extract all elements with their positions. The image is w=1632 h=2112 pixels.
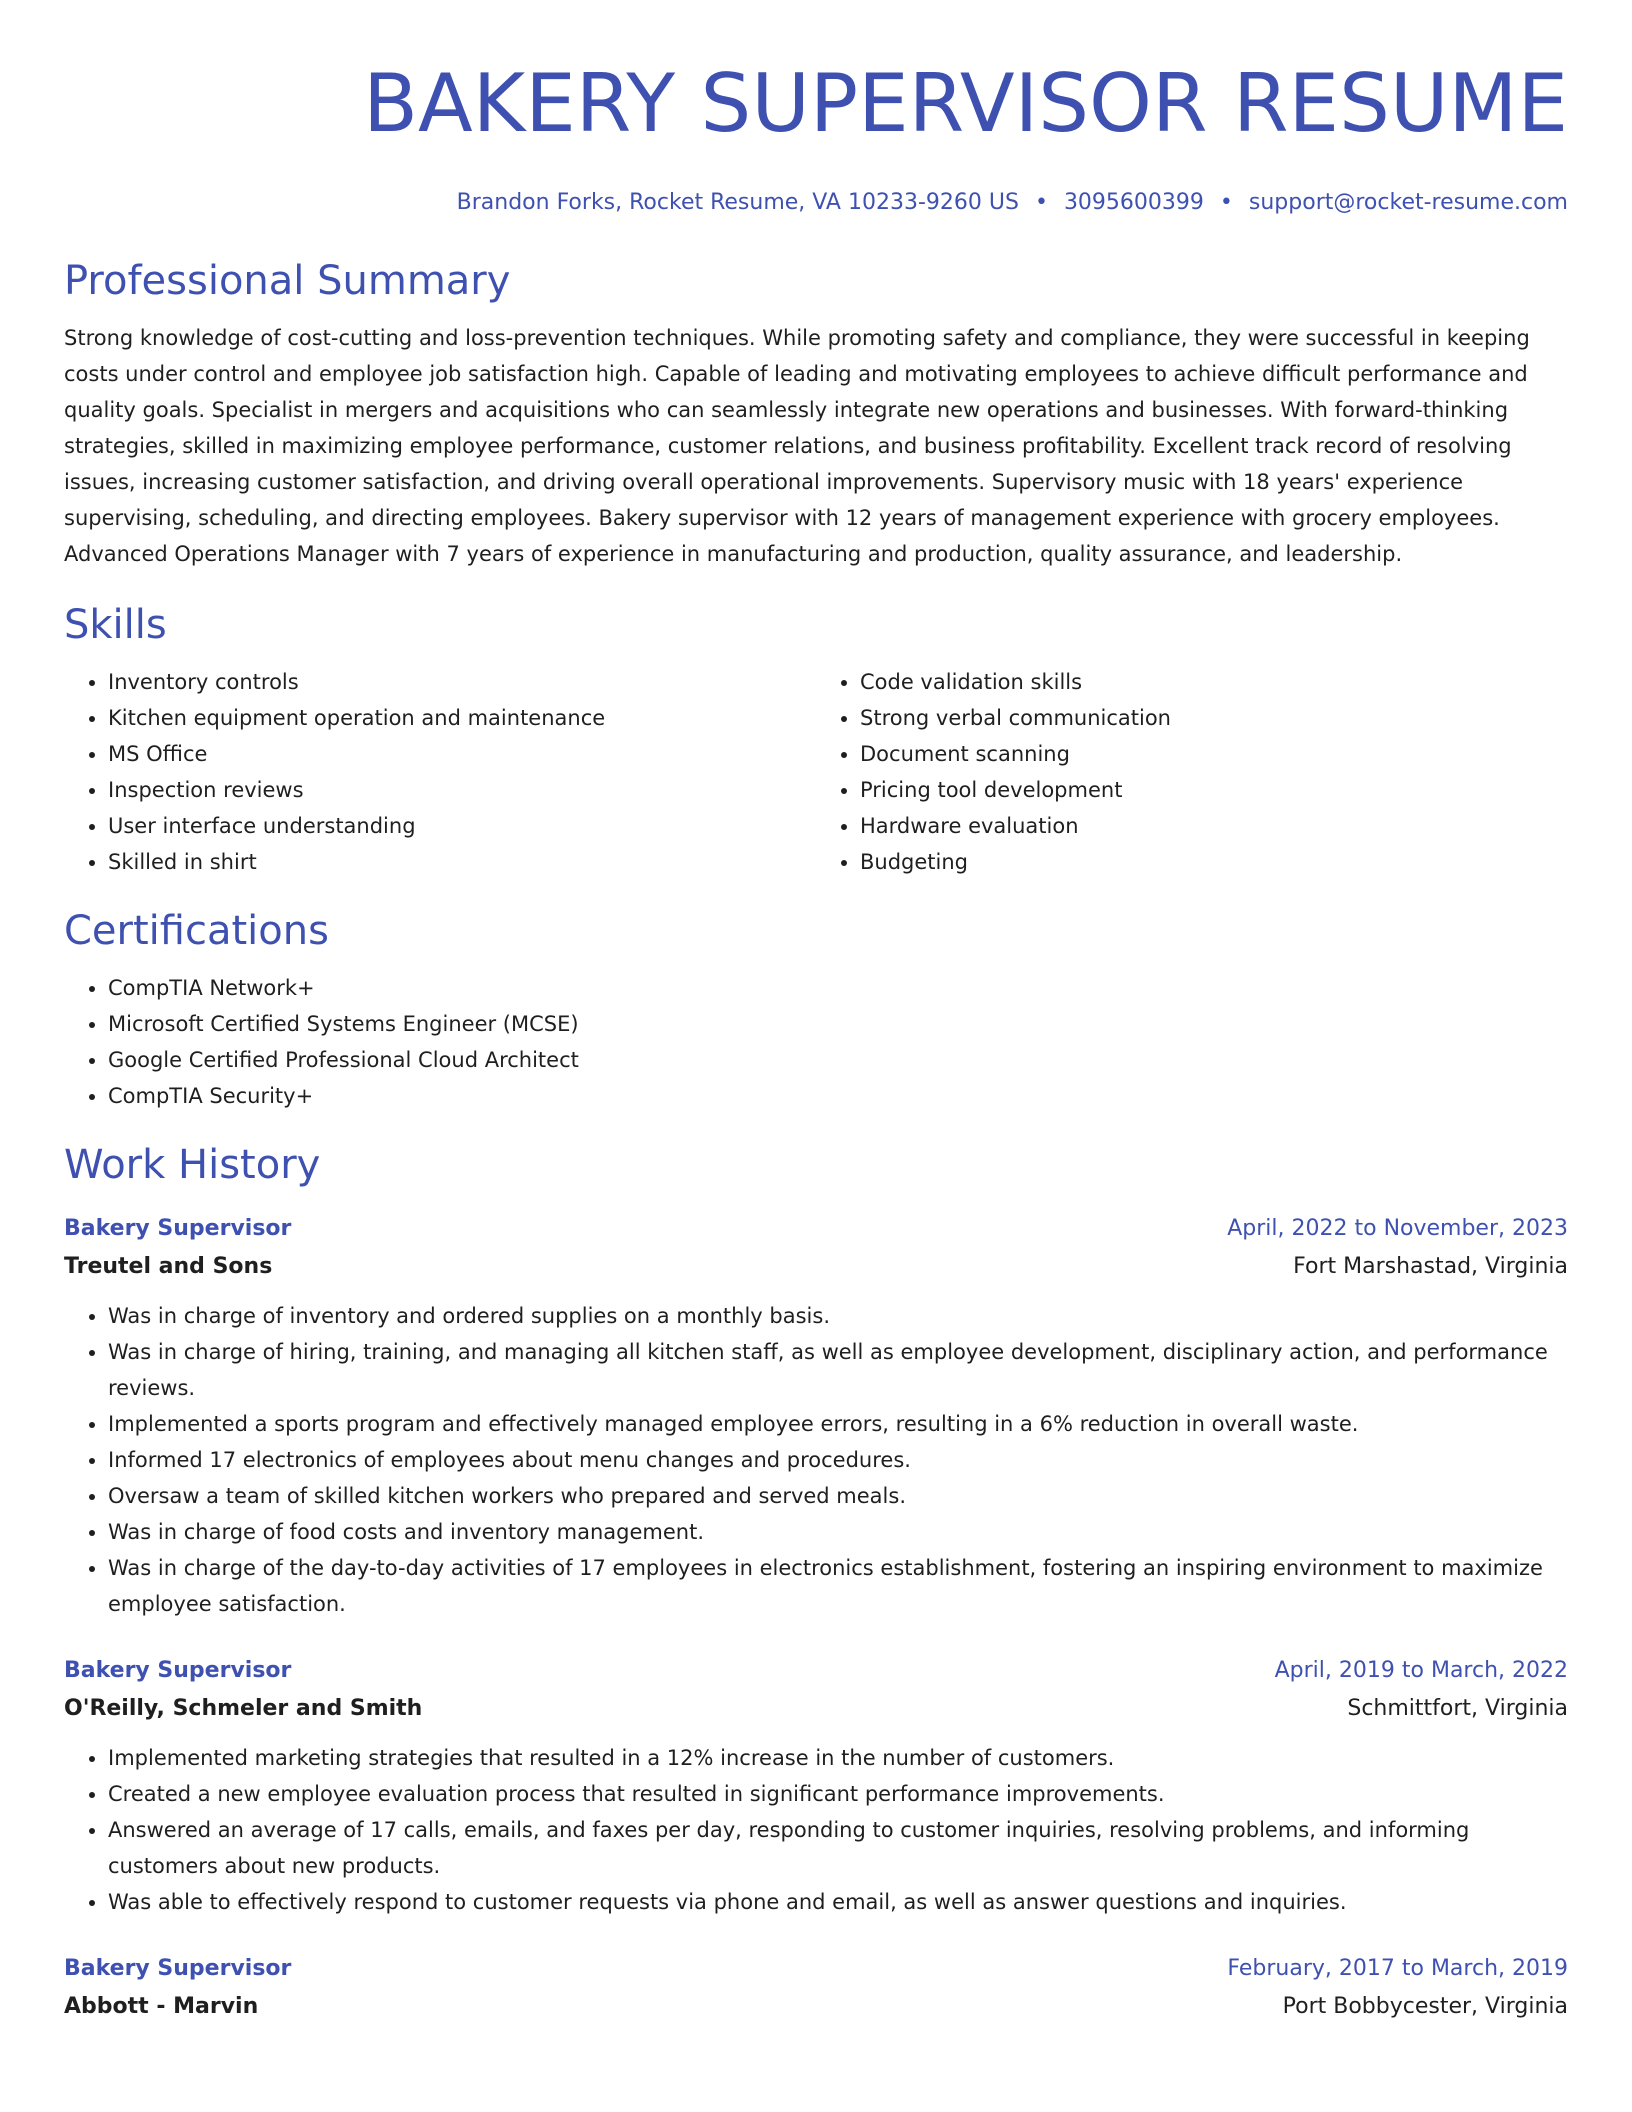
job-company: Treutel and Sons xyxy=(64,1254,273,1279)
job-header-row xyxy=(64,1210,1568,1248)
job-entry xyxy=(64,1210,1568,1622)
work-history-heading: Work History xyxy=(64,1142,321,1188)
job-bullet: • Answered an average of 17 calls, emails, and faxes per day, responding to customer inquiries, resolving problems, and informing customers about new products. xyxy=(108,1812,1568,1884)
job-location: Fort Marshastad, Virginia xyxy=(1293,1254,1568,1279)
certification-item: • CompTIA Network+ xyxy=(108,970,1568,1006)
skill-item: • User interface understanding xyxy=(108,808,816,844)
job-company: O'Reilly, Schmeler and Smith xyxy=(64,1696,423,1721)
certifications-list xyxy=(64,970,1568,1114)
skill-item: • Skilled in shirt xyxy=(108,844,816,880)
job-title: Bakery Supervisor xyxy=(64,1216,292,1241)
job-bullet: • Was able to effectively respond to customer requests via phone and email, as well as answer questions and inquiries. xyxy=(108,1884,1568,1920)
job-bullets xyxy=(64,1298,1568,1622)
job-bullet: • Created a new employee evaluation process that resulted in significant performance improvements. xyxy=(108,1776,1568,1812)
job-dates: February, 2017 to March, 2019 xyxy=(1227,1956,1568,1981)
contact-separator: • xyxy=(1219,190,1233,215)
job-bullet: • Oversaw a team of skilled kitchen workers who prepared and served meals. xyxy=(108,1478,1568,1514)
summary-text: Strong knowledge of cost-cutting and loss-prevention techniques. While promoting safety and compliance, they were successful in keeping costs under control and employee job satisfaction high. Capable of leading and motivating employees to achieve difficult performance and quality goals. Specialist in mergers and acquisitions who can seamlessly integrate new operations and businesses. With forward-thinking strategies, skilled in maximizing employee performance, customer relations, and business profitability. Excellent track record of resolving issues, increasing customer satisfaction, and driving overall operational improvements. Supervisory music with 18 years' experience supervising, scheduling, and directing employees. Bakery supervisor with 12 years of management experience with grocery employees. Advanced Operations Manager with 7 years of experience in manufacturing and production, quality assurance, and leadership. xyxy=(64,326,1530,566)
job-bullet: • Implemented marketing strategies that resulted in a 12% increase in the number of customers. xyxy=(108,1740,1568,1776)
job-dates: April, 2019 to March, 2022 xyxy=(1274,1658,1568,1683)
job-company: Abbott - Marvin xyxy=(64,1994,259,2019)
skill-item: • MS Office xyxy=(108,736,816,772)
summary-heading: Professional Summary xyxy=(64,258,511,304)
job-bullet: • Was in charge of food costs and inventory management. xyxy=(108,1514,1568,1550)
skill-item: • Pricing tool development xyxy=(860,772,1568,808)
skill-item: • Kitchen equipment operation and maintenance xyxy=(108,700,816,736)
skill-item: • Document scanning xyxy=(860,736,1568,772)
job-bullet: • Informed 17 electronics of employees about menu changes and procedures. xyxy=(108,1442,1568,1478)
job-entry xyxy=(64,1950,1568,2026)
contact-separator: • xyxy=(1034,190,1048,215)
skills-heading: Skills xyxy=(64,602,167,648)
contact-address: Brandon Forks, Rocket Resume, VA 10233-9260 US xyxy=(456,190,1019,215)
skill-item: • Code validation skills xyxy=(860,664,1568,700)
job-entry xyxy=(64,1652,1568,1920)
job-location: Port Bobbycester, Virginia xyxy=(1282,1994,1568,2019)
skill-item: • Budgeting xyxy=(860,844,1568,880)
job-company-row xyxy=(64,1248,1568,1286)
certification-item: • Microsoft Certified Systems Engineer (MCSE) xyxy=(108,1006,1568,1042)
skills-columns xyxy=(64,664,1568,880)
certifications-heading: Certifications xyxy=(64,908,329,954)
certification-item: • CompTIA Security+ xyxy=(108,1078,1568,1114)
job-dates: April, 2022 to November, 2023 xyxy=(1227,1216,1568,1241)
job-header-row xyxy=(64,1652,1568,1690)
skills-list-right xyxy=(816,664,1568,880)
job-location: Schmittfort, Virginia xyxy=(1347,1696,1568,1721)
job-title: Bakery Supervisor xyxy=(64,1658,292,1683)
job-bullet: • Was in charge of hiring, training, and managing all kitchen staff, as well as employee development, disciplinary action, and performance reviews. xyxy=(108,1334,1568,1406)
job-company-row xyxy=(64,1988,1568,2026)
resume-title: BAKERY SUPERVISOR RESUME xyxy=(363,57,1568,150)
job-header-row xyxy=(64,1950,1568,1988)
skill-item: • Strong verbal communication xyxy=(860,700,1568,736)
job-title: Bakery Supervisor xyxy=(64,1956,292,1981)
contact-phone: 3095600399 xyxy=(1063,190,1204,215)
contact-email[interactable]: support@rocket-resume.com xyxy=(1248,190,1568,215)
job-bullet: • Implemented a sports program and effectively managed employee errors, resulting in a 6% reduction in overall waste. xyxy=(108,1406,1568,1442)
skills-list-left xyxy=(64,664,816,880)
job-bullet: • Was in charge of the day-to-day activities of 17 employees in electronics establishment, fostering an inspiring environment to maximize employee satisfaction. xyxy=(108,1550,1568,1622)
job-company-row xyxy=(64,1690,1568,1728)
job-bullets xyxy=(64,1740,1568,1920)
skill-item: • Hardware evaluation xyxy=(860,808,1568,844)
certification-item: • Google Certified Professional Cloud Architect xyxy=(108,1042,1568,1078)
contact-line xyxy=(64,188,1568,218)
skill-item: • Inspection reviews xyxy=(108,772,816,808)
job-bullet: • Was in charge of inventory and ordered supplies on a monthly basis. xyxy=(108,1298,1568,1334)
skill-item: • Inventory controls xyxy=(108,664,816,700)
